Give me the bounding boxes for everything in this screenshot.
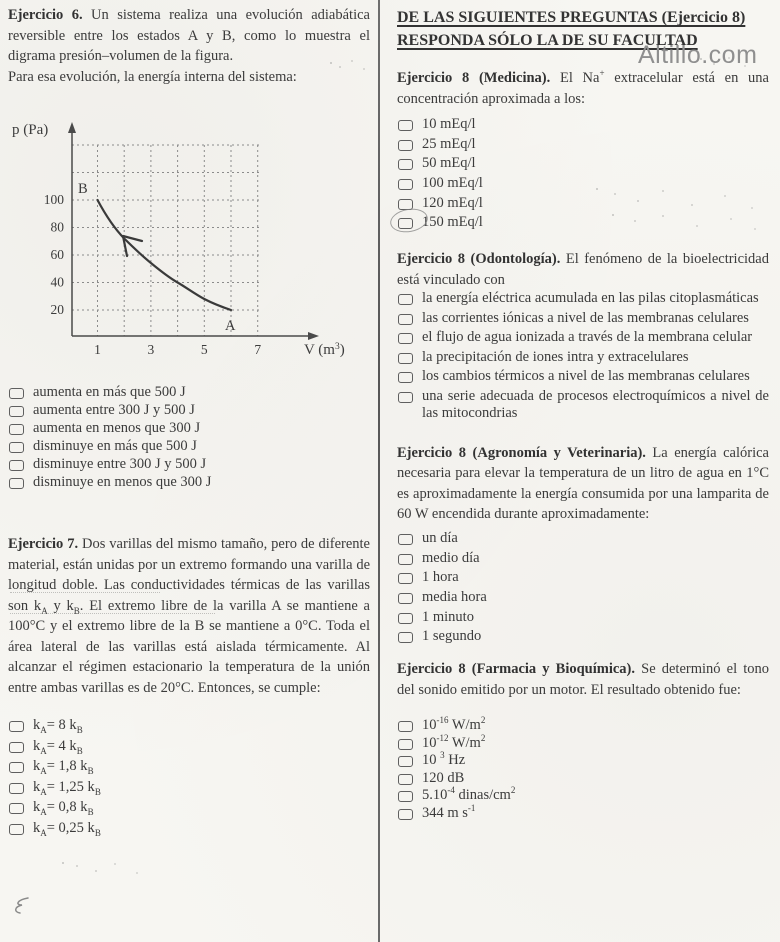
- answer-checkbox[interactable]: [398, 179, 413, 190]
- ej6-option: [8, 438, 370, 455]
- answer-checkbox[interactable]: [9, 460, 24, 471]
- answer-checkbox[interactable]: [9, 762, 24, 773]
- medicina-option: [397, 175, 769, 192]
- altillo-watermark: Altillo.com: [638, 41, 758, 69]
- option-label: 120 dB: [422, 769, 465, 786]
- ej8-farmacia-statement: Ejercicio 8 (Farmacia y Bioquímica). Se determinó el tono del sonido emitido por un motor. El resultado obtenido fue:: [397, 661, 769, 698]
- answer-checkbox[interactable]: [398, 632, 413, 643]
- option-label: aumenta entre 300 J y 500 J: [33, 402, 195, 418]
- pv-diagram-figure: [8, 116, 368, 368]
- option-label: $k_A= 4$ $k_B$: [33, 737, 83, 756]
- answer-checkbox[interactable]: [398, 774, 413, 785]
- option-label: medio día: [422, 549, 480, 566]
- agronomia-option: [397, 628, 769, 645]
- ej7-option: [8, 820, 370, 837]
- medicina-option: [397, 155, 769, 172]
- point-label-b: B: [78, 181, 88, 197]
- answer-checkbox[interactable]: [398, 140, 413, 151]
- ej8-farmacia-title: Ejercicio 8 (Farmacia y Bioquímica).: [397, 661, 636, 678]
- option-label: 1 minuto: [422, 608, 474, 625]
- option-label: los cambios térmicos a nivel de las membranas celulares: [422, 368, 750, 385]
- superscript-plus: +: [599, 68, 605, 79]
- ej7-option: [8, 758, 370, 775]
- right-column: [397, 0, 769, 822]
- chart-grid: [72, 145, 260, 336]
- option-label: $10^{-12}$ $W/m^2$: [422, 733, 486, 751]
- ej7-statement: Ejercicio 7. Dos varillas del mismo tamaño, pero de diferente material, están unidas por un extremo formando una varilla de longitud doble. Las conductividades térmicas de las varillas son $k_A$ y $k_B$. El extremo libre de la varilla A se mantiene a 100°C y el extremo libre de la B se mantiene a 0°C. Toda el área lateral de las varillas está aislada térmicamente. Al alcanzar el régimen estacionario la temperatura de la unión entre ambas varillas es de 20°C. Entonces, se cumple:: [8, 536, 370, 696]
- option-label: 1 segundo: [422, 628, 482, 645]
- ej8-medicina-options: [397, 116, 769, 231]
- ej8-farmacia-options: [397, 717, 769, 822]
- option-label: $10^{-16}$ $W/m^2$: [422, 715, 486, 734]
- answer-checkbox[interactable]: [9, 406, 24, 417]
- answer-checkbox[interactable]: [398, 294, 413, 305]
- scan-noise: [596, 188, 598, 190]
- ej8-agronomia-title: Ejercicio 8 (Agronomía y Veterinaria).: [397, 444, 646, 461]
- answer-checkbox[interactable]: [9, 442, 24, 453]
- ej7-options: [8, 717, 370, 837]
- option-label: 10 mEq/l: [422, 116, 476, 132]
- y-tick: 20: [50, 302, 64, 317]
- ej8-odontologia-title: Ejercicio 8 (Odontología).: [397, 251, 561, 268]
- ej6-title: Ejercicio 6.: [8, 7, 83, 23]
- ej8-odontologia-statement: Ejercicio 8 (Odontología). El fenómeno de la bioelectricidad está vinculado con: [397, 251, 769, 288]
- option-label: $k_A= 8$ $k_B$: [33, 717, 83, 735]
- scan-noise: [612, 214, 614, 216]
- point-label-a: A: [225, 318, 236, 334]
- x-tick: 5: [200, 342, 208, 357]
- option-label: la precipitación de iones intra y extracelulares: [422, 348, 689, 365]
- header-line-2: RESPONDA SÓLO LA DE SU FACULTAD: [397, 31, 698, 49]
- answer-checkbox[interactable]: [398, 314, 413, 325]
- answer-checkbox[interactable]: [9, 388, 24, 399]
- option-label: 1 hora: [422, 569, 459, 586]
- answer-checkbox[interactable]: [398, 756, 413, 767]
- medicina-option: [397, 195, 769, 212]
- ej8-agronomia-statement: Ejercicio 8 (Agronomía y Veterinaria). La energía calórica necesaria para elevar la temperatura de un litro de agua en 1°C es aproximadamente la energía consumida por una lamparita de 60 W encendida durante aproximadamente:: [397, 444, 769, 523]
- answer-checkbox[interactable]: [398, 392, 413, 403]
- ej6-option: [8, 402, 370, 419]
- answer-checkbox[interactable]: [9, 478, 24, 489]
- scan-noise: [10, 592, 160, 593]
- option-label: 50 mEq/l: [422, 155, 476, 172]
- ej7-option: [8, 738, 370, 755]
- medicina-option: [397, 136, 769, 153]
- option-label: aumenta en más que 500 J: [33, 384, 186, 400]
- medicina-option: [397, 214, 769, 231]
- answer-checkbox[interactable]: [9, 721, 24, 732]
- ej7-title: Ejercicio 7.: [8, 536, 79, 552]
- answer-checkbox[interactable]: [9, 424, 24, 435]
- farmacia-option: [397, 770, 769, 787]
- answer-checkbox[interactable]: [398, 809, 413, 820]
- ej8-agronomia-options: [397, 530, 769, 645]
- option-label: $k_A= 1,25$ $k_B$: [33, 778, 101, 797]
- odontologia-option: [397, 310, 769, 328]
- answer-checkbox[interactable]: [9, 783, 24, 794]
- agronomia-option: [397, 589, 769, 606]
- option-label: un día: [422, 529, 458, 546]
- option-label: 150 mEq/l: [422, 214, 483, 231]
- answer-checkbox[interactable]: [398, 353, 413, 364]
- subscript-b: B: [73, 605, 80, 616]
- y-tick: 40: [50, 274, 64, 290]
- answer-checkbox[interactable]: [9, 803, 24, 814]
- answer-checkbox[interactable]: [398, 159, 413, 170]
- ej6-statement: [8, 5, 370, 67]
- ej7-body: Dos varillas del mismo tamaño, pero de diferente material, están unidas por un extremo formando una varilla de longitud doble. Las conductividades térmicas de las varillas son k: [8, 536, 370, 614]
- left-column: [8, 0, 370, 840]
- ej6-option: [8, 420, 370, 437]
- option-label: las corrientes iónicas a nivel de las membranas celulares: [422, 309, 749, 326]
- answer-checkbox[interactable]: [398, 739, 413, 750]
- agronomia-option: [397, 530, 769, 547]
- farmacia-option: [397, 735, 769, 752]
- farmacia-option: [397, 805, 769, 822]
- column-divider: [378, 0, 380, 942]
- chart-axes: [68, 122, 319, 340]
- option-label: 10 $^3$ Hz: [422, 750, 466, 769]
- agronomia-option: [397, 609, 769, 626]
- option-label: una serie adecuada de procesos electroquímicos a nivel de las mitocondrias: [422, 387, 769, 422]
- option-label: 100 mEq/l: [422, 175, 483, 192]
- odontologia-option: [397, 388, 769, 423]
- scan-noise: [10, 613, 215, 614]
- option-label: disminuye entre 300 J y 500 J: [33, 456, 207, 472]
- answer-checkbox[interactable]: [398, 333, 413, 344]
- ej6-lead: Para esa evolución, la energía interna del sistema:: [8, 68, 297, 85]
- y-tick: 80: [50, 219, 64, 235]
- ej7-option: [8, 779, 370, 796]
- farmacia-option: [397, 787, 769, 804]
- answer-checkbox[interactable]: [398, 534, 413, 545]
- answer-checkbox[interactable]: [398, 120, 413, 131]
- ej6-options: [8, 384, 370, 491]
- ej8-odontologia-options: [397, 290, 769, 423]
- option-label: 120 mEq/l: [422, 194, 483, 211]
- ej8-medicina-statement: Ejercicio 8 (Medicina). El Na+ extracelular está en una concentración aproximada a los:: [397, 68, 769, 107]
- y-tick: 60: [50, 247, 64, 262]
- answer-checkbox[interactable]: [398, 593, 413, 604]
- option-label: media hora: [422, 589, 487, 605]
- odontologia-option: [397, 329, 769, 347]
- medicina-option: [397, 116, 769, 133]
- option-label: 344 m $s^{-1}$: [422, 803, 476, 821]
- agronomia-option: [397, 569, 769, 586]
- option-label: 25 mEq/l: [422, 135, 476, 152]
- odontologia-option: [397, 368, 769, 386]
- option-label: $k_A= 1,8$ $k_B$: [33, 758, 94, 776]
- scan-noise: [700, 58, 702, 60]
- option-label: aumenta en menos que 300 J: [33, 420, 201, 436]
- answer-checkbox[interactable]: [398, 554, 413, 565]
- option-label: $k_A= 0,25$ $k_B$: [33, 819, 101, 838]
- option-label: disminuye en menos que 300 J: [33, 474, 212, 490]
- farmacia-option: [397, 752, 769, 769]
- answer-checkbox[interactable]: [9, 742, 24, 753]
- ej7-option: [8, 799, 370, 816]
- ej8-medicina-title: Ejercicio 8 (Medicina).: [397, 70, 551, 86]
- odontologia-option: [397, 349, 769, 367]
- x-tick-labels: [94, 342, 261, 357]
- answer-checkbox[interactable]: [398, 613, 413, 624]
- y-tick-labels: [44, 192, 65, 317]
- answer-checkbox[interactable]: [398, 573, 413, 584]
- x-tick: 3: [147, 342, 155, 357]
- farmacia-option: [397, 717, 769, 734]
- header-line-1: DE LAS SIGUIENTES PREGUNTAS (Ejercicio 8): [397, 9, 746, 26]
- ej6-option: [8, 474, 370, 491]
- ej7-option: [8, 717, 370, 734]
- ej6-option: [8, 384, 370, 401]
- scan-noise: [330, 62, 332, 64]
- x-tick: 7: [254, 342, 262, 357]
- odontologia-option: [397, 290, 769, 308]
- option-label: la energía eléctrica acumulada en las pilas citoplasmáticas: [422, 290, 759, 307]
- scan-noise: [62, 862, 64, 864]
- ej6-body: Un sistema realiza una evolución adiabática reversible entre los estados A y B, como lo muestra el digrama presión–volumen de la figura.: [8, 7, 370, 64]
- option-label: $k_A= 0,8$ $k_B$: [33, 799, 94, 817]
- answer-checkbox[interactable]: [398, 721, 413, 732]
- answer-checkbox[interactable]: [9, 824, 24, 835]
- option-label: disminuye en más que 500 J: [33, 438, 197, 454]
- subscript-a: A: [41, 605, 48, 616]
- answer-checkbox[interactable]: [398, 791, 413, 802]
- pencil-squiggle-mark: [12, 895, 32, 917]
- agronomia-option: [397, 550, 769, 567]
- ej6-option: [8, 456, 370, 473]
- y-axis-label: p (Pa): [12, 122, 49, 138]
- x-tick: 1: [94, 342, 101, 357]
- option-label: el flujo de agua ionizada a través de la membrana celular: [422, 329, 753, 346]
- answer-checkbox[interactable]: [398, 372, 413, 383]
- y-tick: 100: [43, 192, 64, 207]
- x-axis-label: V $(m^3)$: [304, 342, 345, 358]
- option-label: $5.10^{-4}$ dinas/$cm^2$: [422, 785, 516, 804]
